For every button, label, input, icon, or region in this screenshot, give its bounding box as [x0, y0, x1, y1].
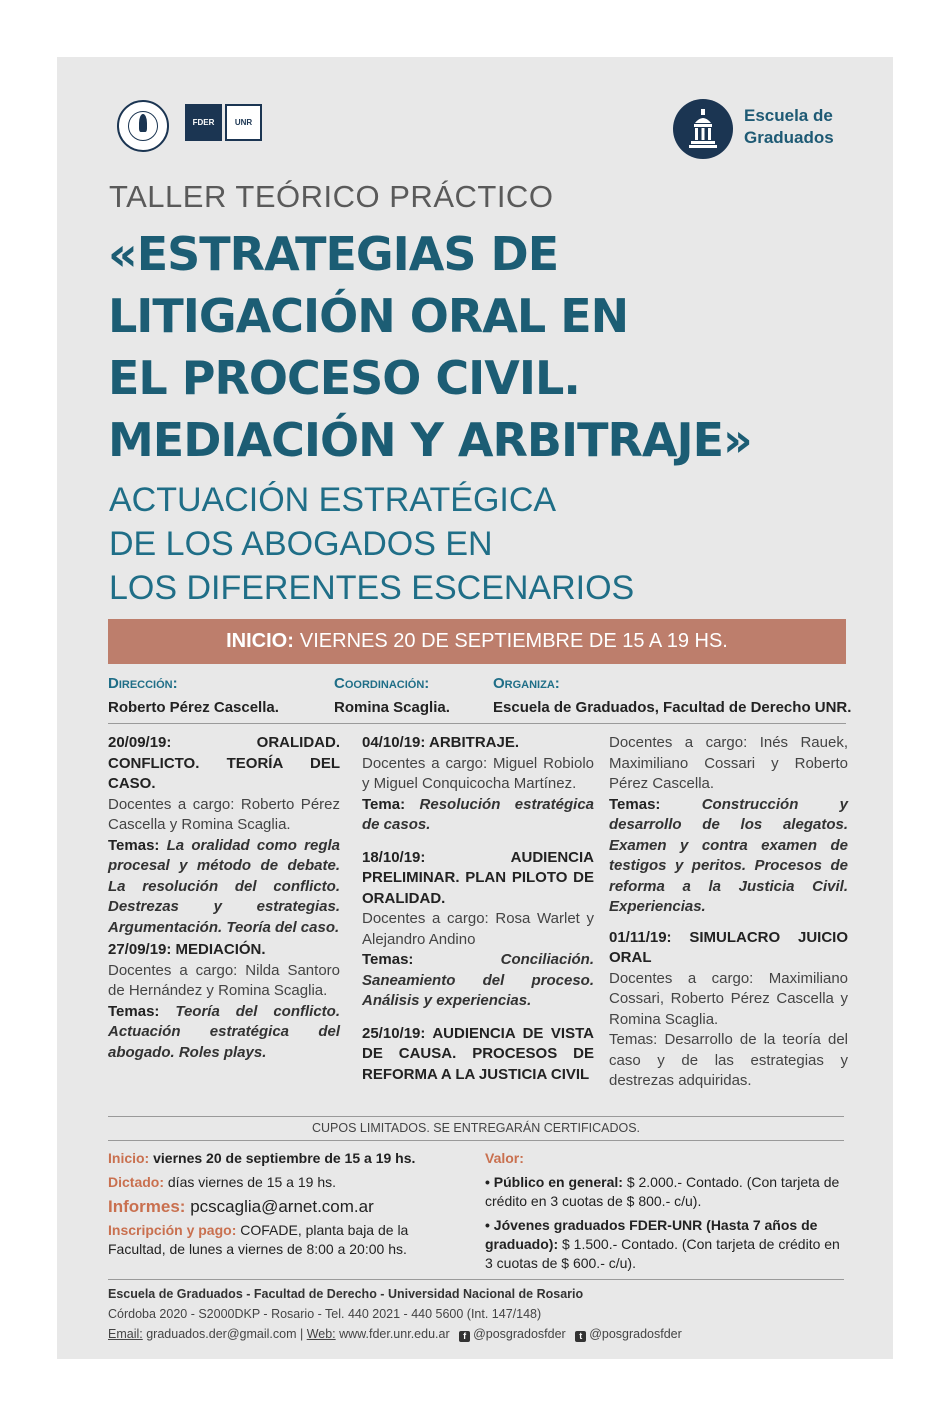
informes-label: Informes: [108, 1197, 186, 1216]
session-temas: Construcción y desarrollo de los alegatos. Examen y contra examen de testigos y peritos. Procesos de reforma a la Justicia Civil. Experiencias. [609, 795, 848, 915]
twitter-icon: t [575, 1331, 586, 1342]
session-docentes: Docentes a cargo: Maximiliano Cossari, Roberto Pérez Cascella y Romina Scaglia. [609, 969, 848, 1028]
inicio-label: Inicio: [108, 1150, 150, 1166]
dictado-value: días viernes de 15 a 19 hs. [167, 1174, 336, 1190]
escuela-graduados-text [744, 105, 834, 149]
program-column-3 [609, 733, 848, 1092]
twitter-handle[interactable]: @posgradosfder [589, 1327, 682, 1341]
jovenes-label: • Jóvenes graduados FDER-UNR (Hasta 7 años de graduado): [485, 1217, 818, 1252]
main-title [108, 223, 752, 471]
program-column-2 [362, 733, 594, 1085]
temas-label: Temas: [108, 836, 160, 854]
info-right [485, 1149, 845, 1273]
divider [108, 723, 846, 724]
unr-logo: UNR [225, 104, 262, 141]
building-icon [687, 109, 719, 149]
program-column-1 [108, 733, 340, 1063]
inscripcion-value: COFADE, planta baja de la Facultad, de lunes a viernes de 8:00 a 20:00 hs. [108, 1222, 409, 1257]
divider [108, 1279, 844, 1280]
footer-institution: Escuela de Graduados - Facultad de Derecho - Universidad Nacional de Rosario [108, 1287, 584, 1301]
informes-email[interactable]: pcscaglia@arnet.com.ar [190, 1197, 374, 1216]
session-docentes: Docentes a cargo: Inés Rauek, Maximiliano Cossari y Roberto Pérez Cascella. [609, 734, 848, 792]
university-seal-logo [117, 100, 169, 152]
session-docentes: Docentes a cargo: Miguel Robiolo y Miguel Conquicocha Martínez. [362, 754, 594, 792]
direccion-value: Roberto Pérez Cascella. [108, 699, 279, 716]
cupos-notice: CUPOS LIMITADOS. SE ENTREGARÁN CERTIFICADOS. [311, 1121, 641, 1135]
session-heading: 01/11/19: SIMULACRO JUICIO ORAL [609, 928, 848, 966]
session-docentes: Docentes a cargo: Roberto Pérez Cascella y Romina Scaglia. [108, 795, 340, 833]
divider [108, 1140, 844, 1141]
session-heading: 20/09/19: ORALIDAD. CONFLICTO. TEORÍA DEL CASO. [108, 734, 340, 792]
poster [57, 57, 893, 1359]
fder-logo: FDER [185, 104, 222, 141]
email-link[interactable]: graduados.der@gmail.com [146, 1327, 297, 1341]
coordinacion-label: Coordinación: [334, 675, 430, 692]
title-line: EL PROCESO CIVIL. [108, 351, 580, 405]
start-text: VIERNES 20 DE SEPTIEMBRE DE 15 A 19 HS. [299, 630, 728, 652]
divider [108, 1116, 844, 1117]
escuela-line1: Escuela de [744, 106, 833, 125]
direccion-label: Dirección: [108, 675, 178, 692]
title-line: LITIGACIÓN ORAL EN [108, 289, 629, 343]
inicio-value: viernes 20 de septiembre de 15 a 19 hs. [153, 1150, 416, 1166]
session-temas: Conciliación. Saneamiento del proceso. Análisis y experiencias. [362, 951, 594, 1009]
footer-address: Córdoba 2020 - S2000DKP - Rosario - Tel. 440 2021 - 440 5600 (Int. 147/148) [108, 1307, 542, 1321]
temas-label: Temas: [108, 1002, 160, 1020]
info-left [108, 1149, 458, 1264]
title-line: MEDIACIÓN Y ARBITRAJE» [108, 413, 752, 467]
publico-label: • Público en general: [485, 1174, 623, 1190]
organiza-value: Escuela de Graduados, Facultad de Derecho UNR. [493, 699, 852, 716]
email-label: Email: [108, 1327, 143, 1341]
temas-label: Temas: [609, 795, 661, 813]
session-docentes: Docentes a cargo: Rosa Warlet y Alejandro Andino [362, 910, 594, 948]
start-date-banner [108, 619, 846, 664]
session-docentes: Docentes a cargo: Nilda Santoro de Hernández y Romina Scaglia. [108, 961, 340, 999]
session-heading: 25/10/19: AUDIENCIA DE VISTA DE CAUSA. PROCESOS DE REFORMA A LA JUSTICIA CIVIL [362, 1024, 594, 1083]
session-heading: 18/10/19: AUDIENCIA PRELIMINAR. PLAN PILOTO DE ORALIDAD. [362, 848, 594, 907]
session-temas: Resolución estratégica de casos. [362, 795, 594, 833]
session-temas: Temas: Desarrollo de la teoría del caso y de las estrategias y destrezas adquiridas. [609, 1031, 848, 1089]
escuela-line2: Graduados [744, 128, 834, 147]
subtitle-line: LOS DIFERENTES ESCENARIOS [109, 569, 635, 607]
facebook-handle[interactable]: @posgradosfder [473, 1327, 566, 1341]
subtitle [109, 478, 634, 610]
inscripcion-label: Inscripción y pago: [108, 1222, 237, 1238]
subtitle-line: ACTUACIÓN ESTRATÉGICA [109, 481, 557, 519]
temas-label: Temas: [362, 951, 414, 968]
facebook-icon: f [459, 1331, 470, 1342]
jovenes-value: $ 1.500.- Contado. (Con tarjeta de crédito en 3 cuotas de $ 600.- c/u). [485, 1236, 840, 1271]
session-temas: La oralidad como regla procesal y método de debate. La resolución del conflicto. Destrezas y estrategias. Argumentación. Teoría del caso. [108, 836, 340, 936]
web-link[interactable]: www.fder.unr.edu.ar [339, 1327, 450, 1341]
dictado-label: Dictado: [108, 1174, 164, 1190]
workshop-type: TALLER TEÓRICO PRÁCTICO [109, 179, 554, 214]
web-label: Web: [306, 1327, 336, 1341]
subtitle-line: DE LOS ABOGADOS EN [109, 525, 493, 563]
footer [108, 1284, 848, 1344]
start-label: INICIO: [226, 630, 294, 652]
temas-label: Tema: [362, 795, 406, 813]
session-temas: Teoría del conflicto. Actuación estratégica del abogado. Roles plays. [108, 1002, 341, 1061]
organiza-label: Organiza: [493, 675, 560, 692]
footer-contact: Email: graduados.der@gmail.com | Web: www.fder.unr.edu.ar f @posgradosfder t @posgradosfder [108, 1327, 682, 1341]
title-line: «ESTRATEGIAS DE [108, 227, 559, 281]
publico-value: $ 2.000.- Contado. (Con tarjeta de crédito en 3 cuotas de $ 800.- c/u). [485, 1174, 840, 1209]
session-heading: 27/09/19: MEDIACIÓN. [108, 941, 266, 958]
flame-icon [139, 114, 147, 132]
coordinacion-value: Romina Scaglia. [334, 699, 450, 716]
session-heading: 04/10/19: ARBITRAJE. [362, 734, 520, 751]
valor-label: Valor: [485, 1150, 524, 1166]
escuela-graduados-logo [673, 99, 733, 159]
